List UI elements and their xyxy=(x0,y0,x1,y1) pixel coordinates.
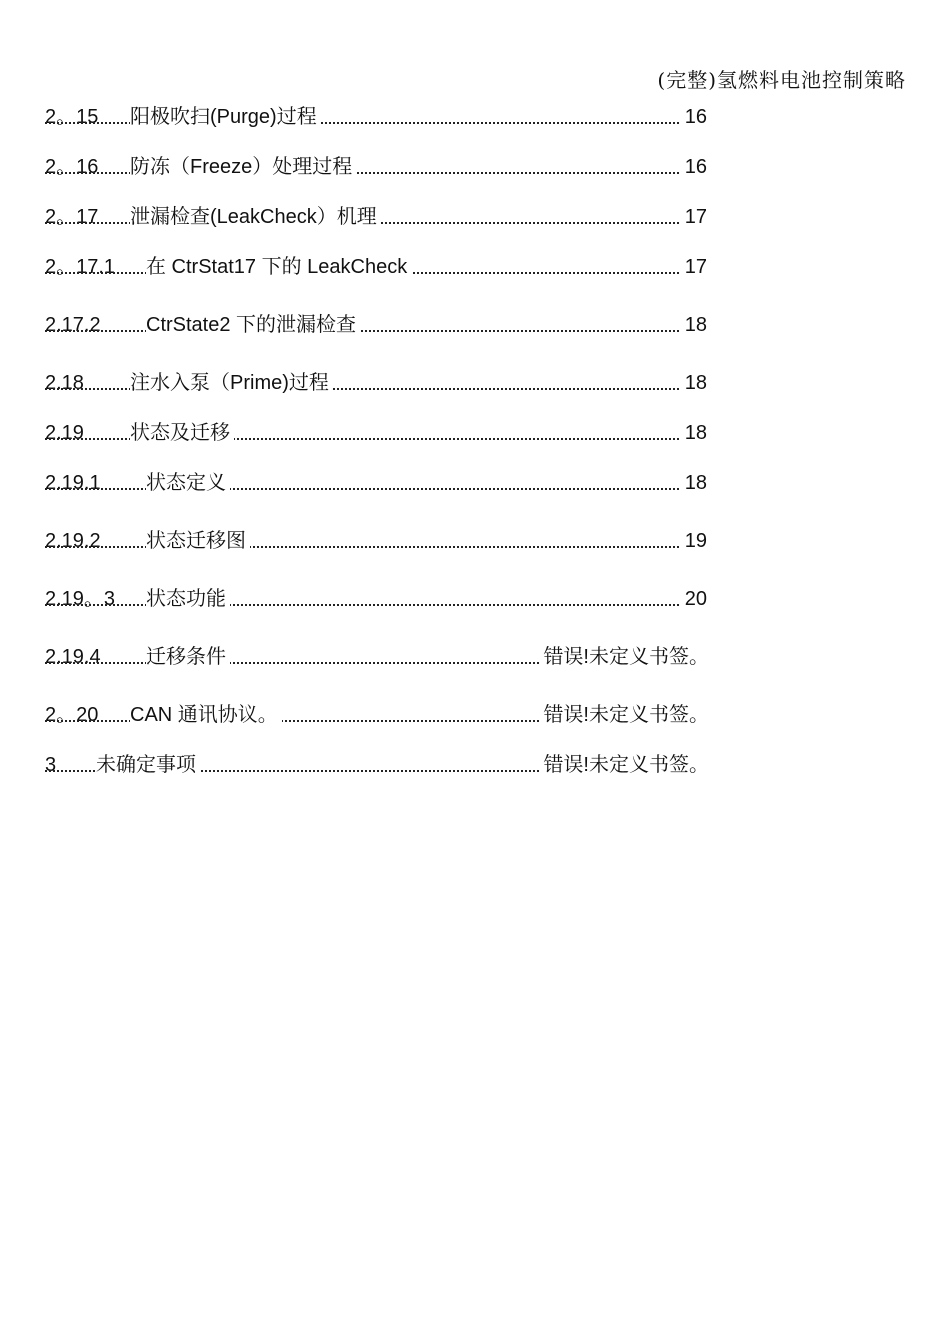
toc-entry-number: 2.19.1 xyxy=(45,472,101,494)
toc-dot-leader xyxy=(45,330,707,332)
toc-entry-number: 2。20 xyxy=(45,704,99,726)
toc-entry[interactable] xyxy=(45,368,707,398)
toc-dot-leader xyxy=(45,488,707,490)
toc-entry-number: 2。17.1 xyxy=(45,256,116,278)
toc-entry-number: 2。16 xyxy=(45,156,99,178)
toc-entry-number: 2.19.4 xyxy=(45,646,101,668)
toc-entry-title[interactable]: 未确定事项 xyxy=(96,750,200,780)
toc-entry-number: 2.17.2 xyxy=(45,314,101,336)
toc-entry-page: 19 xyxy=(681,526,707,556)
toc-entry-number: 2。15 xyxy=(45,106,99,128)
toc-entry-page: 16 xyxy=(681,102,707,132)
toc-entry-title[interactable]: 状态定义 xyxy=(146,468,230,498)
toc-entry-page: 18 xyxy=(681,368,707,398)
toc-entry[interactable] xyxy=(45,750,707,780)
document-header-title: (完整)氢燃料电池控制策略 xyxy=(657,68,906,92)
toc-entry-page: 16 xyxy=(681,152,707,182)
toc-entry-number: 2.19 xyxy=(45,422,84,444)
toc-entry[interactable] xyxy=(45,468,707,498)
toc-entry-error-reference: 错误!未定义书签。 xyxy=(539,750,709,780)
toc-entry-title[interactable]: CtrState2 下的泄漏检查 xyxy=(146,310,360,340)
toc-entry-number: 2.19.2 xyxy=(45,530,101,552)
toc-entry[interactable] xyxy=(45,418,707,448)
toc-entry[interactable] xyxy=(45,152,707,182)
toc-entry-title[interactable]: CAN 通讯协议。 xyxy=(130,700,282,730)
toc-entry-number: 2.18 xyxy=(45,372,84,394)
toc-entry[interactable] xyxy=(45,584,707,614)
toc-entry-page: 18 xyxy=(681,310,707,340)
toc-dot-leader xyxy=(45,546,707,548)
toc-entry-number: 2.19。3 xyxy=(45,588,116,610)
toc-entry-number: 2。17 xyxy=(45,206,99,228)
toc-entry[interactable] xyxy=(45,310,707,340)
toc-entry-title[interactable]: 注水入泵（Prime)过程 xyxy=(130,368,333,398)
toc-entry-title[interactable]: 状态迁移图 xyxy=(146,526,250,556)
toc-dot-leader xyxy=(45,604,707,606)
toc-entry[interactable] xyxy=(45,102,707,132)
toc-entry-page: 18 xyxy=(681,468,707,498)
toc-entry-page: 17 xyxy=(681,202,707,232)
toc-entry[interactable] xyxy=(45,642,707,672)
toc-entry[interactable] xyxy=(45,700,707,730)
toc-entry-title[interactable]: 防冻（Freeze）处理过程 xyxy=(130,152,356,182)
toc-entry-page: 18 xyxy=(681,418,707,448)
toc-entry[interactable] xyxy=(45,202,707,232)
toc-entry-number: 3 xyxy=(45,754,57,776)
toc-entry-title[interactable]: 状态及迁移 xyxy=(130,418,234,448)
toc-entry-page: 17 xyxy=(681,252,707,282)
toc-entry-title[interactable]: 迁移条件 xyxy=(146,642,230,672)
toc-entry-page: 20 xyxy=(681,584,707,614)
toc-entry-title[interactable]: 阳极吹扫(Purge)过程 xyxy=(130,102,321,132)
toc-entry-title[interactable]: 在 CtrStat17 下的 LeakCheck xyxy=(146,252,411,282)
toc-entry-title[interactable]: 状态功能 xyxy=(146,584,230,614)
toc-entry-error-reference: 错误!未定义书签。 xyxy=(539,642,709,672)
toc-entry-error-reference: 错误!未定义书签。 xyxy=(539,700,709,730)
toc-entry[interactable] xyxy=(45,526,707,556)
toc-entry-title[interactable]: 泄漏检查(LeakCheck）机理 xyxy=(130,202,381,232)
toc-entry[interactable] xyxy=(45,252,707,282)
